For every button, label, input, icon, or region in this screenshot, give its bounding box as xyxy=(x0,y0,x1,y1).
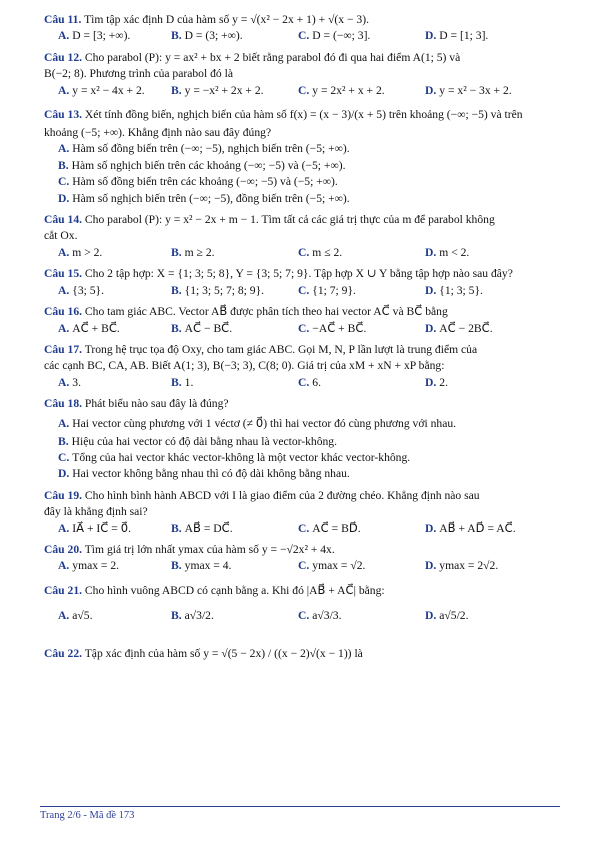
option-d: D. Hai vector không bằng nhau thì có độ dài không bằng nhau. xyxy=(58,467,350,481)
question-stem: Tìm tập xác định D của hàm số y = √(x² − 2x + 1) + √(x − 3). xyxy=(84,13,369,26)
question-13 xyxy=(44,104,566,207)
option-a: A. Hai vector cùng phương với 1 véctơ (≠ 0⃗) thì hai vector đó cùng phương với nhau. xyxy=(58,416,457,430)
footer-text: Trang 2/6 - Mã đề 173 xyxy=(40,810,135,821)
question-stem: Cho hình bình hành ABCD với I là giao điểm của 2 đường chéo. Khẳng định nào sau xyxy=(84,488,480,502)
question-21 xyxy=(44,580,566,631)
option-c: C. Tổng của hai vector khác vector-không là một vector khác vector-không. xyxy=(58,450,411,464)
option-b: B. Hiệu của hai vector có độ dài bằng nhau là vector-không. xyxy=(58,434,338,448)
option-b: B. D = (3; +∞). xyxy=(171,29,243,43)
option-d: D. ymax = 2√2. xyxy=(425,559,499,573)
page-footer xyxy=(40,806,560,821)
option-d: D. y = x² − 3x + 2. xyxy=(425,83,512,97)
question-stem: Cho 2 tập hợp: X = {1; 3; 5; 8}, Y = {3; 5; 7; 9}. Tập hợp X ∪ Y bằng tập hợp nào sau đây? xyxy=(84,267,513,281)
question-number: Câu 11. xyxy=(44,13,82,26)
question-number: Câu 14. xyxy=(44,213,83,227)
option-d: D. a√5/2. xyxy=(425,608,469,622)
question-stem: Phát biểu nào sau đây là đúng? xyxy=(84,397,229,411)
option-c: C. 6. xyxy=(298,375,321,389)
question-stem-cont: khoảng (−5; +∞). Khẳng định nào sau đây đúng? xyxy=(44,126,272,140)
option-a: A. AC⃗ + BC⃗. xyxy=(58,321,120,335)
option-b: B. a√3/2. xyxy=(171,608,214,622)
question-stem: Trong hệ trục tọa độ Oxy, cho tam giác ABC. Gọi M, N, P lần lượt là trung điểm của xyxy=(84,342,478,356)
option-c: C. −AC⃗ + BC⃗. xyxy=(298,321,367,335)
option-b: B. AB⃗ = DC⃗. xyxy=(171,521,233,535)
question-stem: Cho hình vuông ABCD có cạnh bằng a. Khi đó |AB⃗ + AC⃗| bằng: xyxy=(84,583,385,597)
question-stem: Cho parabol (P): y = ax² + bx + 2 biết rằng parabol đó đi qua hai điểm A(1; 5) và xyxy=(84,50,461,64)
option-a: A. m > 2. xyxy=(58,245,103,259)
option-d: D. AB⃗ + AD⃗ = AC⃗. xyxy=(425,521,516,535)
question-stem: Tập xác định của hàm số y = √(5 − 2x) / ((x − 2)√(x − 1)) là xyxy=(84,646,363,660)
option-b: B. {1; 3; 5; 7; 8; 9}. xyxy=(171,283,265,297)
question-stem-cont: B(−2; 8). Phương trình của parabol đó là xyxy=(44,67,233,81)
option-d: D. Hàm số nghịch biến trên (−∞; −5), đồng biến trên (−5; +∞). xyxy=(58,191,350,205)
option-a: A. {3; 5}. xyxy=(58,283,105,297)
question-number: Câu 22. xyxy=(44,646,83,660)
option-c: C. {1; 7; 9}. xyxy=(298,283,356,297)
question-stem-cont: cắt Ox. xyxy=(44,229,78,243)
exam-page xyxy=(44,12,566,664)
question-stem: Xét tính đồng biến, nghịch biến của hàm số f(x) = (x − 3)/(x + 5) trên khoảng (−∞; −5) và trên xyxy=(84,108,523,122)
option-a: A. IA⃗ + IC⃗ = 0⃗. xyxy=(58,521,131,535)
question-11 xyxy=(44,12,566,45)
question-number: Câu 17. xyxy=(44,342,83,356)
option-c: C. a√3/3. xyxy=(298,608,342,622)
question-stem: Cho tam giác ABC. Vector AB⃗ được phân tích theo hai vector AC⃗ và BC⃗ bằng xyxy=(84,305,448,319)
option-c: C. D = (−∞; 3]. xyxy=(298,29,371,43)
question-14 xyxy=(44,212,566,261)
option-c: C. Hàm số đồng biến trên các khoảng (−∞; −5) và (−5; +∞). xyxy=(58,175,338,189)
option-a: A. ymax = 2. xyxy=(58,559,120,573)
question-number: Câu 13. xyxy=(44,108,83,122)
question-number: Câu 12. xyxy=(44,50,83,64)
question-stem-cont: các cạnh BC, CA, AB. Biết A(1; 3), B(−3; 3), C(8; 0). Giá trị của xM + xN + xP bằng: xyxy=(44,359,445,373)
question-number: Câu 16. xyxy=(44,305,83,319)
option-c: C. ymax = √2. xyxy=(298,559,366,573)
option-a: A. y = x² − 4x + 2. xyxy=(58,83,145,97)
option-d: D. 2. xyxy=(425,375,448,389)
option-c: C. m ≤ 2. xyxy=(298,245,343,259)
question-number: Câu 15. xyxy=(44,267,83,281)
question-number: Câu 21. xyxy=(44,583,83,597)
question-18 xyxy=(44,396,566,483)
option-d: D. D = [1; 3]. xyxy=(425,29,489,43)
option-a: A. a√5. xyxy=(58,608,93,622)
option-b: B. ymax = 4. xyxy=(171,559,232,573)
option-a: A. D = [3; +∞). xyxy=(58,29,131,43)
question-number: Câu 19. xyxy=(44,488,83,502)
question-stem-cont: đây là khẳng định sai? xyxy=(44,505,148,519)
option-b: B. y = −x² + 2x + 2. xyxy=(171,83,264,97)
option-c: C. AC⃗ = BD⃗. xyxy=(298,521,361,535)
question-12 xyxy=(44,50,566,99)
option-b: B. AC⃗ − BC⃗. xyxy=(171,321,233,335)
option-d: D. AC⃗ − 2BC⃗. xyxy=(425,321,493,335)
question-number: Câu 18. xyxy=(44,397,83,411)
option-d: D. m < 2. xyxy=(425,245,470,259)
question-16 xyxy=(44,304,566,337)
option-b: B. m ≥ 2. xyxy=(171,245,215,259)
question-stem: Tìm giá trị lớn nhất ymax của hàm số y = −√2x² + 4x. xyxy=(84,542,335,556)
question-19 xyxy=(44,488,566,537)
option-c: C. y = 2x² + x + 2. xyxy=(298,83,385,97)
option-d: D. {1; 3; 5}. xyxy=(425,283,483,297)
question-number: Câu 20. xyxy=(44,542,83,556)
option-a: A. 3. xyxy=(58,375,81,389)
option-b: B. Hàm số nghịch biến trên các khoảng (−∞; −5) và (−5; +∞). xyxy=(58,158,346,172)
option-a: A. Hàm số đồng biến trên (−∞; −5), nghịch biến trên (−5; +∞). xyxy=(58,142,350,156)
question-15 xyxy=(44,266,566,299)
option-b: B. 1. xyxy=(171,375,194,389)
question-stem: Cho parabol (P): y = x² − 2x + m − 1. Tìm tất cả các giá trị thực của m để parabol không xyxy=(84,213,495,227)
question-20 xyxy=(44,542,566,575)
question-22 xyxy=(44,643,566,664)
question-17 xyxy=(44,342,566,391)
